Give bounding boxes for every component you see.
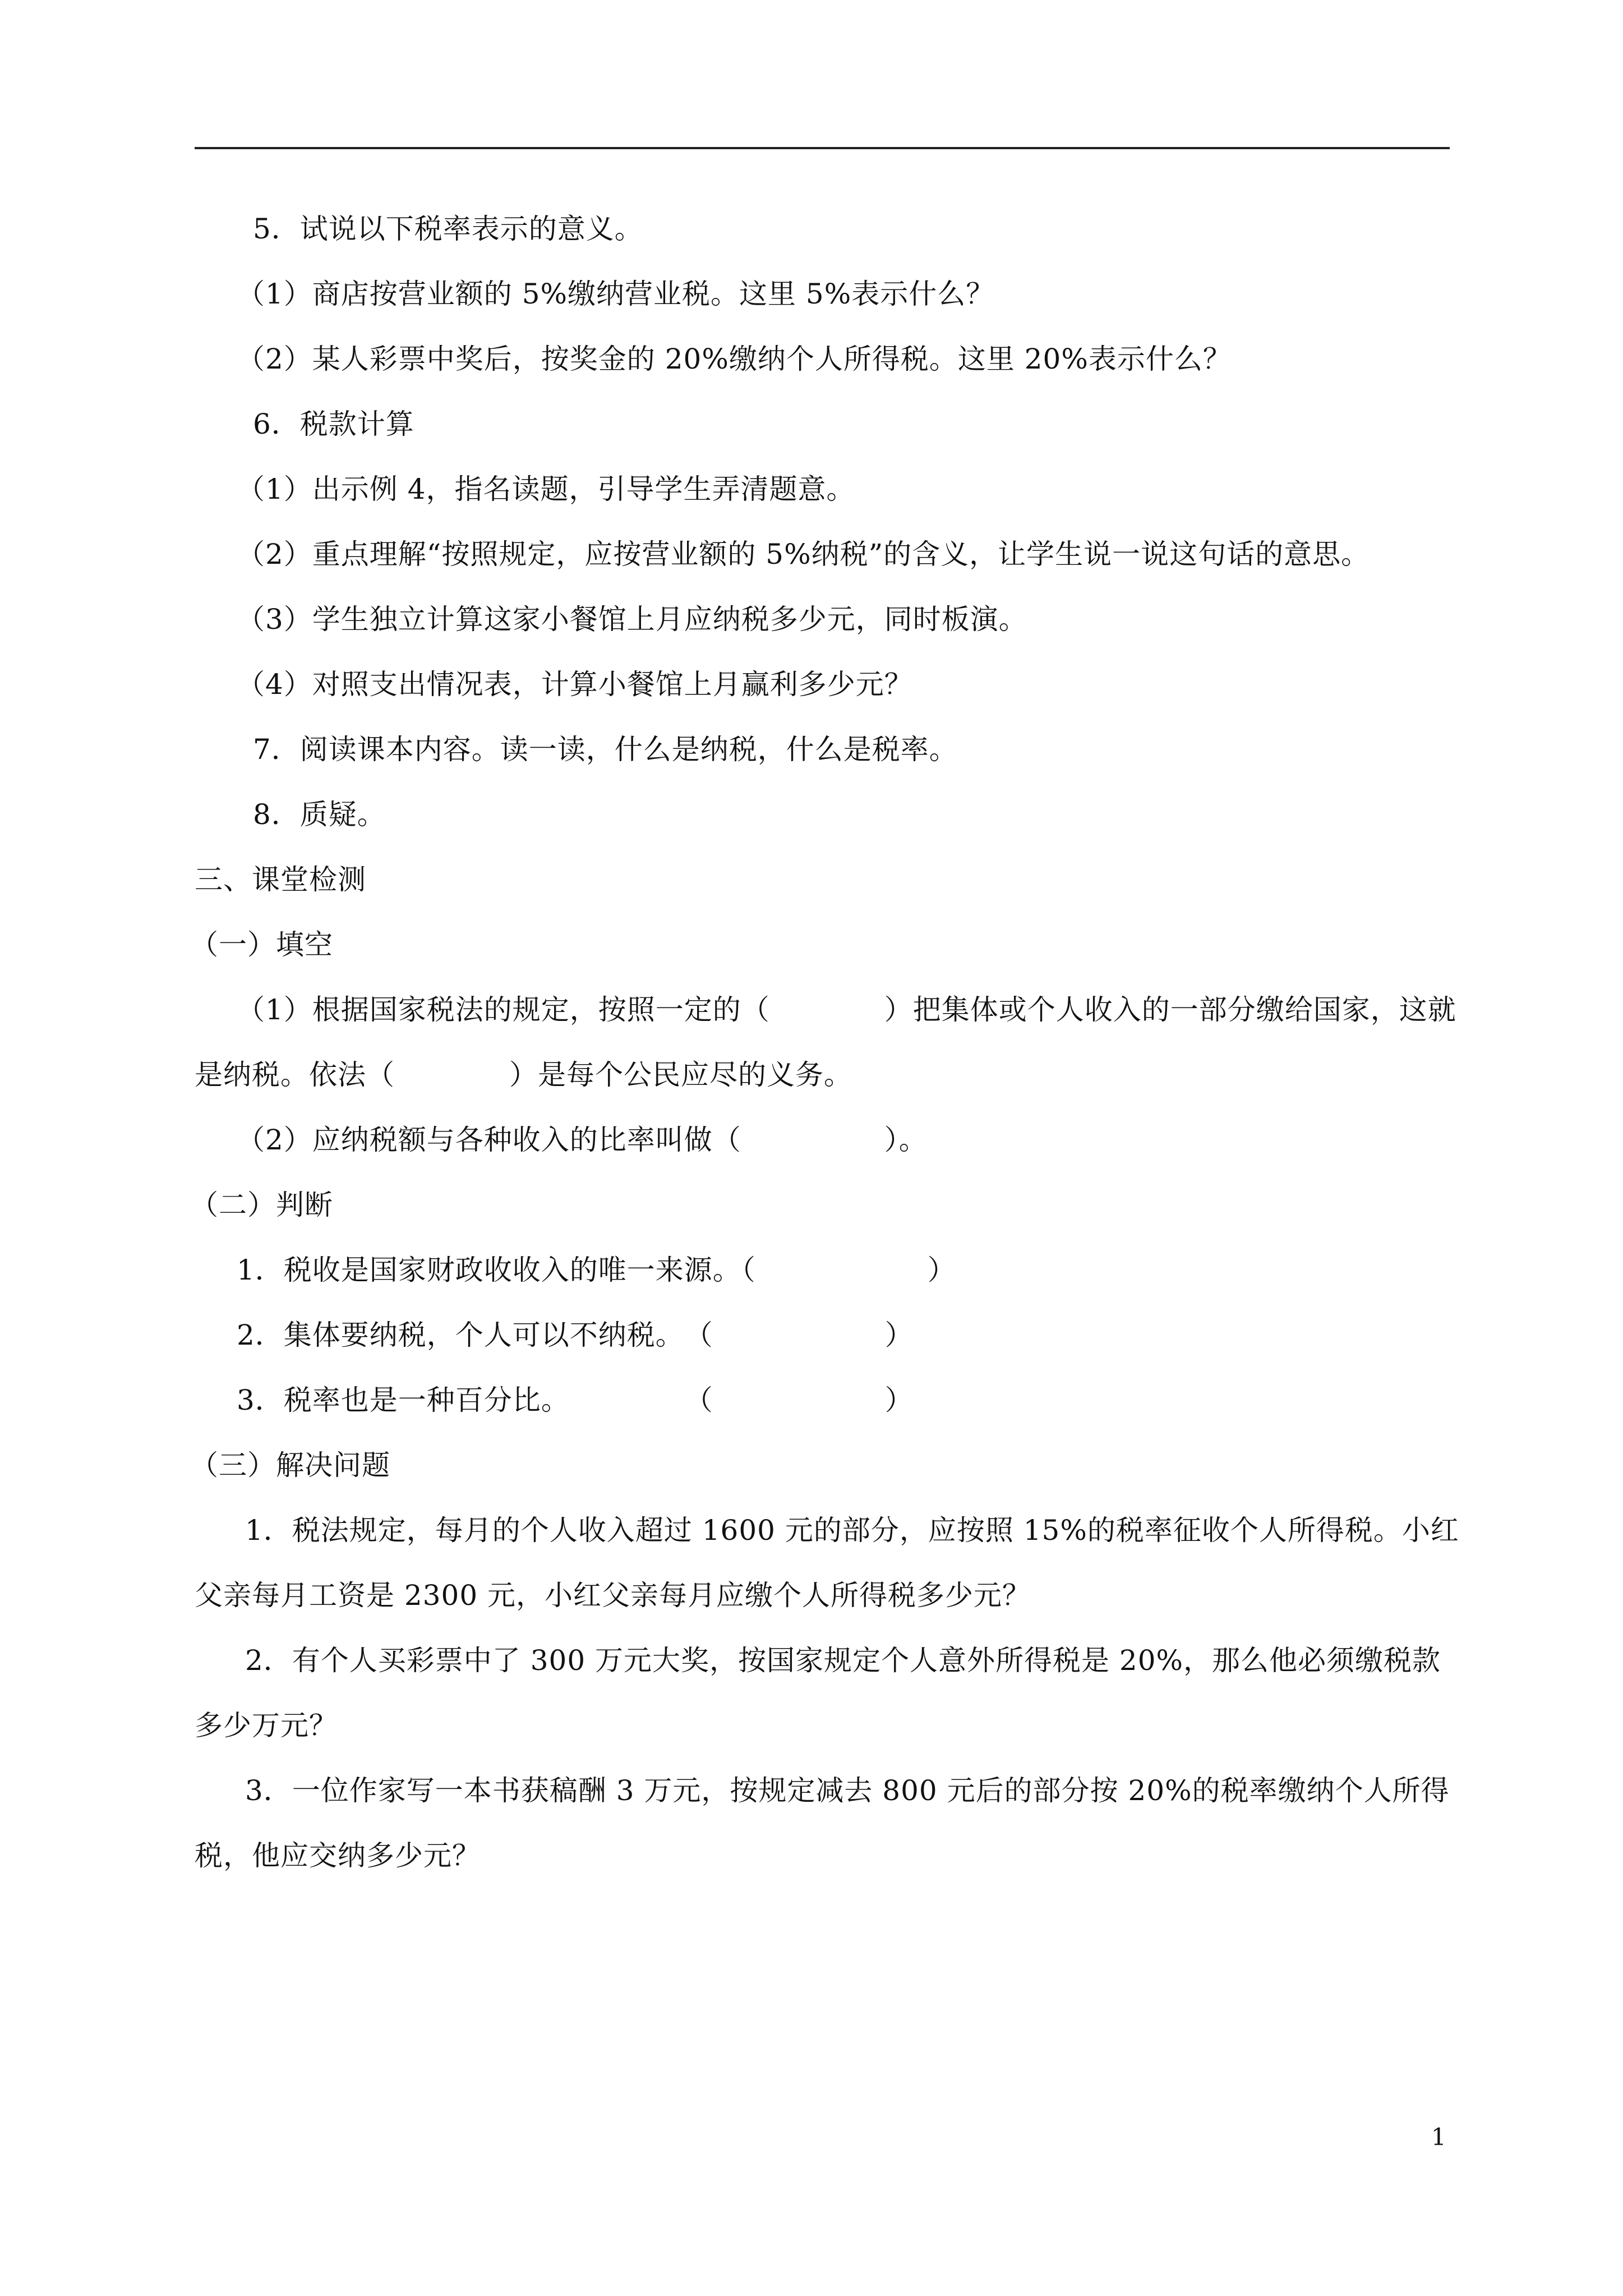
judge-3: 3．税率也是一种百分比。 （ ）	[237, 1384, 914, 1416]
question-6-item-4: （4）对照支出情况表，计算小餐馆上月赢利多少元？	[237, 668, 913, 701]
subsection-judge: （二）判断	[190, 1189, 333, 1221]
question-6-item-2: （2）重点理解“按照规定，应按营业额的 5%纳税”的含义，让学生说一说这句话的意思。	[237, 538, 1370, 570]
fill-blank-2: （2）应纳税额与各种收入的比率叫做（ ）。	[237, 1124, 928, 1156]
fill-blank-1-line-2: 是纳税。依法（ ）是每个公民应尽的义务。	[195, 1059, 852, 1091]
question-5-item-2: （2）某人彩票中奖后，按奖金的 20%缴纳个人所得税。这里 20%表示什么？	[237, 343, 1232, 375]
subsection-problems: （三）解决问题	[190, 1449, 390, 1481]
problem-1-line-1: 1．税法规定，每月的个人收入超过 1600 元的部分，应按照 15%的税率征收个人所得税。小红	[245, 1514, 1459, 1547]
problem-2-line-1: 2．有个人买彩票中了 300 万元大奖，按国家规定个人意外所得税是 20%，那么他必须缴税款	[245, 1644, 1441, 1677]
question-6: 6．税款计算	[253, 408, 414, 440]
subsection-fill-blank: （一）填空	[190, 928, 333, 961]
problem-3-line-1: 3．一位作家写一本书获稿酬 3 万元，按规定减去 800 元后的部分按 20%的税率缴纳个人所得	[245, 1774, 1450, 1807]
fill-blank-1-line-1: （1）根据国家税法的规定，按照一定的（ ）把集体或个人收入的一部分缴给国家，这就	[237, 993, 1456, 1026]
question-8: 8．质疑。	[253, 798, 386, 831]
question-7: 7．阅读课本内容。读一读，什么是纳税，什么是税率。	[253, 733, 958, 766]
question-6-item-3: （3）学生独立计算这家小餐馆上月应纳税多少元，同时板演。	[237, 603, 1027, 636]
judge-2: 2．集体要纳税，个人可以不纳税。 （ ）	[237, 1319, 914, 1351]
document-body	[190, 196, 1459, 1888]
section-heading-3: 三、课堂检测	[195, 863, 366, 896]
question-5-item-1: （1）商店按营业额的 5%缴纳营业税。这里 5%表示什么？	[237, 278, 995, 310]
question-5: 5．试说以下税率表示的意义。	[253, 213, 643, 245]
problem-2-line-2: 多少万元？	[195, 1709, 338, 1742]
problem-1-line-2: 父亲每月工资是 2300 元，小红父亲每月应缴个人所得税多少元？	[195, 1579, 1031, 1612]
judge-1: 1．税收是国家财政收收入的唯一来源。（ ）	[237, 1254, 956, 1286]
header-rule	[195, 147, 1450, 149]
page-number: 1	[1431, 2123, 1446, 2151]
question-6-item-1: （1）出示例 4，指名读题，引导学生弄清题意。	[237, 473, 855, 505]
problem-3-line-2: 税，他应交纳多少元？	[195, 1839, 481, 1872]
